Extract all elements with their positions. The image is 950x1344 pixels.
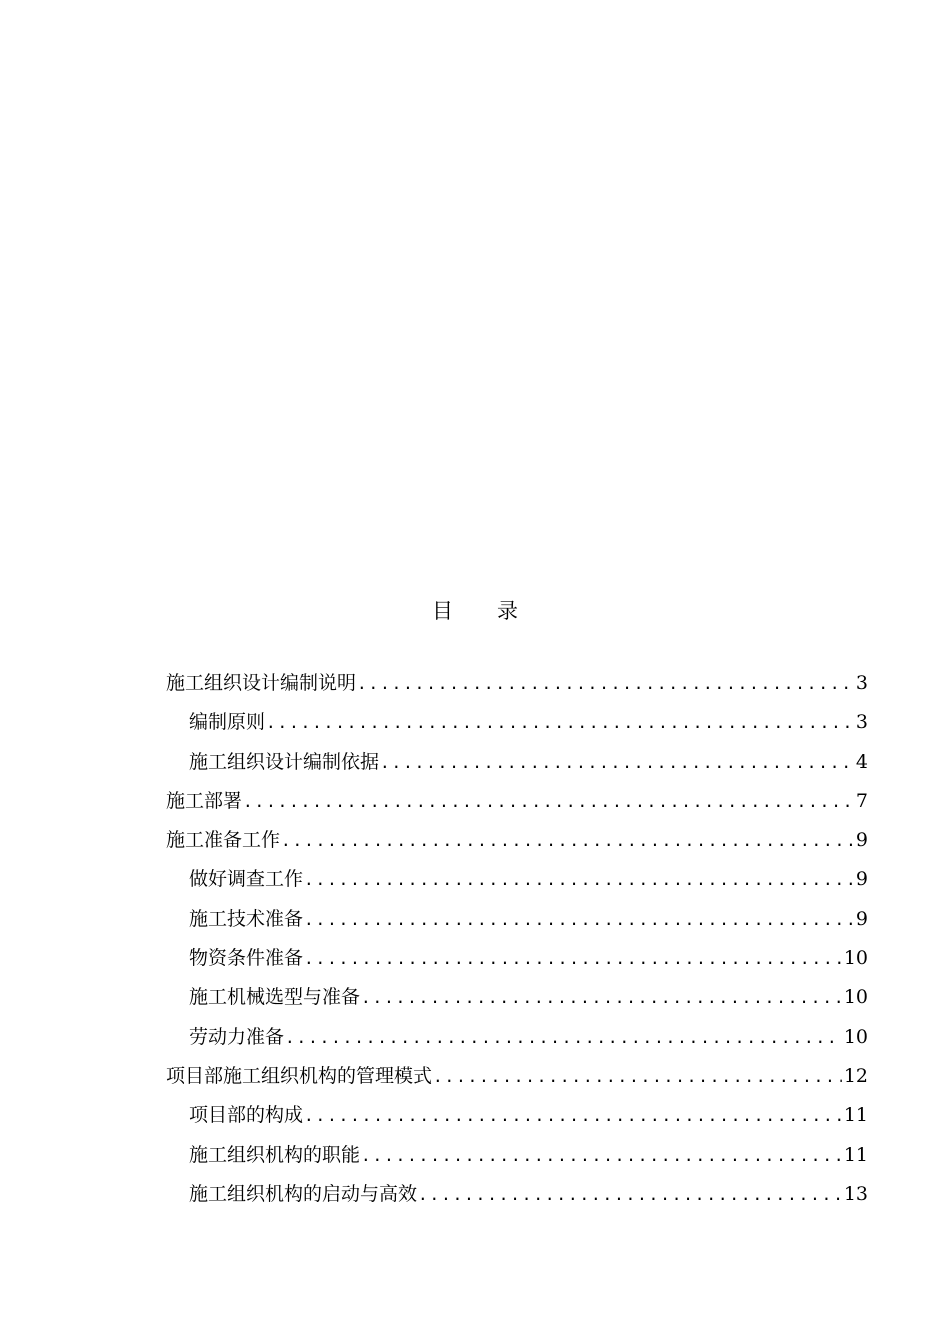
toc-entry-text: 做好调查工作: [189, 868, 304, 891]
toc-dot-leader: [361, 1136, 842, 1175]
toc-dot-leader: [266, 703, 854, 742]
toc-entry-text: 施工组织设计编制说明: [166, 672, 357, 694]
toc-entry[interactable]: [166, 1096, 868, 1135]
toc-entry[interactable]: [166, 1175, 868, 1214]
toc-entry-page: 3: [855, 672, 868, 694]
toc-entry[interactable]: [166, 860, 868, 899]
toc-entry[interactable]: [166, 664, 868, 703]
toc-dot-leader: [418, 1175, 842, 1214]
toc-entry-page: 10: [843, 947, 868, 970]
toc-entry[interactable]: [166, 743, 868, 782]
toc-entry-page: 3: [855, 711, 868, 734]
toc-entry-text: 施工组织设计编制依据: [189, 750, 380, 773]
toc-entry-page: 4: [855, 750, 868, 773]
toc-entry-page: 9: [855, 868, 868, 891]
toc-entry-page: 10: [843, 1025, 868, 1048]
toc-entry-text: 施工组织机构的职能: [189, 1143, 361, 1166]
toc-dot-leader: [285, 1018, 842, 1057]
toc-title-char-1: 目: [432, 599, 453, 623]
toc-entry[interactable]: [166, 1018, 868, 1057]
toc-entry-text: 施工技术准备: [189, 907, 304, 930]
toc-entry-text: 劳动力准备: [189, 1025, 285, 1048]
toc-entry[interactable]: [166, 1136, 868, 1175]
toc-dot-leader: [304, 860, 854, 899]
toc-entry-page: 11: [843, 1143, 868, 1166]
toc-dot-leader: [281, 821, 854, 860]
toc-entry[interactable]: [166, 939, 868, 978]
toc-entry-page: 9: [855, 829, 868, 852]
toc-entry[interactable]: [166, 900, 868, 939]
toc-entry-page: 12: [843, 1064, 868, 1087]
toc-title: [0, 596, 950, 626]
toc-entry-text: 施工准备工作: [166, 829, 281, 852]
toc-entry[interactable]: [166, 703, 868, 742]
toc-entry-text: 项目部施工组织机构的管理模式: [166, 1064, 433, 1087]
toc-entry-text: 项目部的构成: [189, 1104, 304, 1127]
toc-title-char-2: 录: [497, 599, 518, 623]
toc-dot-leader: [380, 743, 854, 782]
toc-entry-text: 施工部署: [166, 789, 243, 812]
toc-entry-page: 13: [843, 1182, 868, 1205]
toc-entry-page: 7: [855, 789, 868, 812]
toc-entry-page: 9: [855, 907, 868, 930]
toc-entry[interactable]: [166, 821, 868, 860]
toc-dot-leader: [304, 939, 842, 978]
toc-entry[interactable]: [166, 782, 868, 821]
toc-entry[interactable]: [166, 978, 868, 1017]
toc-list: [166, 664, 868, 1214]
toc-dot-leader: [304, 1096, 842, 1135]
toc-entry-text: 施工组织机构的启动与高效: [189, 1182, 418, 1205]
toc-entry-page: 11: [843, 1104, 868, 1127]
toc-dot-leader: [433, 1057, 842, 1096]
toc-dot-leader: [304, 900, 854, 939]
toc-entry-page: 10: [843, 986, 868, 1009]
toc-dot-leader: [357, 664, 854, 703]
toc-entry[interactable]: [166, 1057, 868, 1096]
toc-entry-text: 施工机械选型与准备: [189, 986, 361, 1009]
toc-dot-leader: [361, 978, 842, 1017]
toc-entry-text: 物资条件准备: [189, 947, 304, 970]
toc-dot-leader: [243, 782, 854, 821]
toc-entry-text: 编制原则: [189, 711, 266, 734]
